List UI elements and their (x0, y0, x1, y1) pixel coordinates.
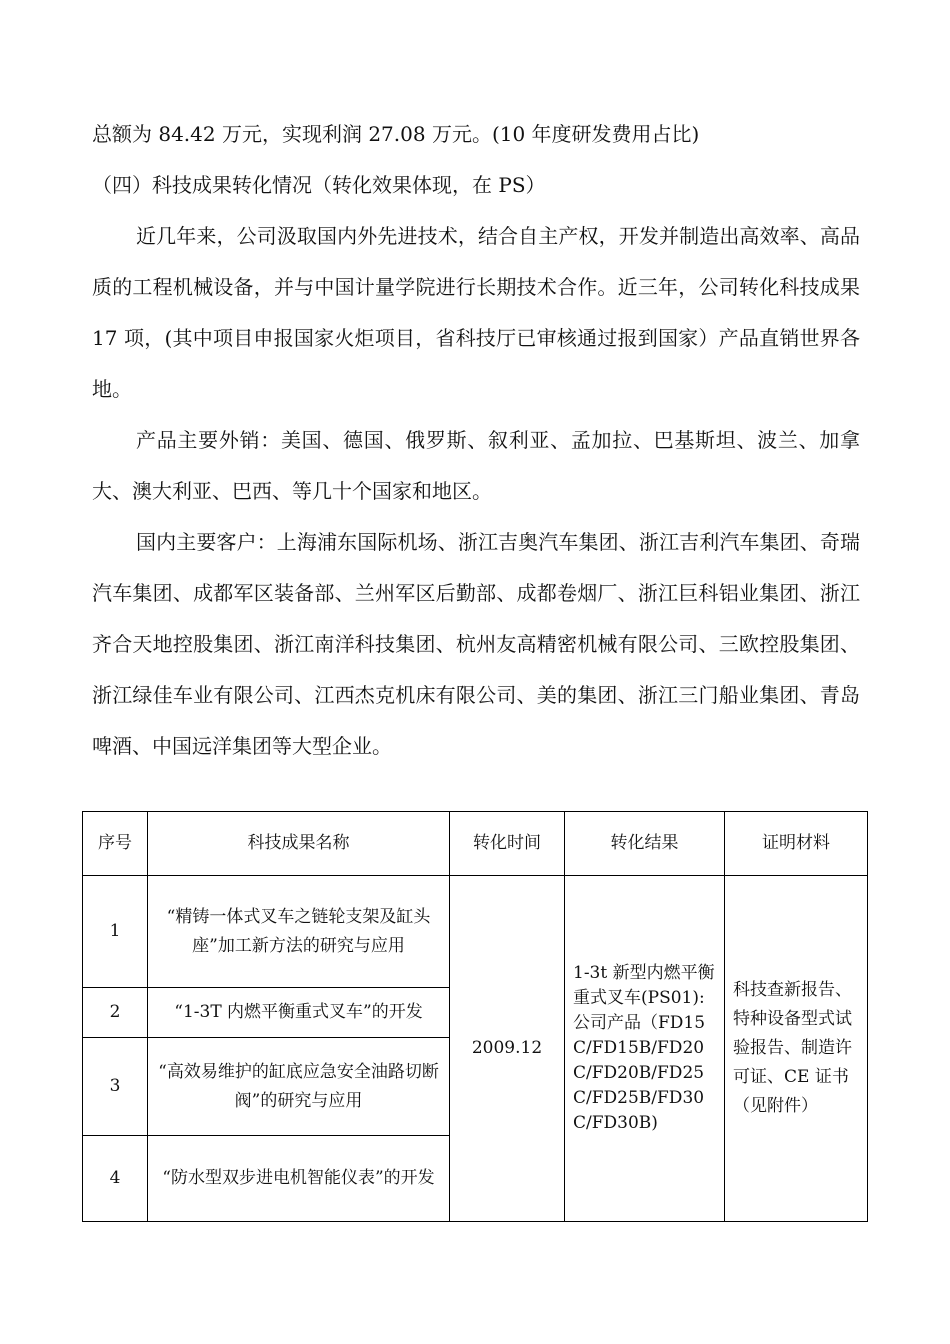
paragraph-export: 产品主要外销：美国、德国、俄罗斯、叙利亚、孟加拉、巴基斯坦、波兰、加拿大、澳大利亚、巴西、等几十个国家和地区。 (92, 428, 860, 503)
row-no: 1 (83, 876, 148, 988)
row-no: 4 (83, 1136, 148, 1222)
row-name: “高效易维护的缸底应急安全油路切断阀”的研究与应用 (148, 1038, 450, 1136)
proof-materials: 科技查新报告、特种设备型式试验报告、制造许可证、CE 证书（见附件） (725, 876, 868, 1222)
header-no: 序号 (83, 812, 148, 876)
row-name: “精铸一体式叉车之链轮支架及缸头座”加工新方法的研究与应用 (148, 876, 450, 988)
table-header-row (83, 812, 868, 876)
achievement-table (82, 811, 868, 1222)
paragraph-funding: 总额为 84.42 万元，实现利润 27.08 万元。(10 年度研发费用占比) (92, 122, 700, 146)
header-time: 转化时间 (450, 812, 565, 876)
table-row (83, 876, 868, 988)
section-heading: （四）科技成果转化情况（转化效果体现，在 PS） (92, 173, 546, 197)
conversion-result: 1-3t 新型内燃平衡重式叉车(PS01):公司产品（FD15C/FD15B/FD20C/FD20B/FD25C/FD25B/FD30C/FD30B) (565, 876, 725, 1222)
row-name: “1-3T 内燃平衡重式叉车”的开发 (148, 988, 450, 1038)
paragraph-intro: 近几年来，公司汲取国内外先进技术，结合自主产权，开发并制造出高效率、高品质的工程机械设备，并与中国计量学院进行长期技术合作。近三年，公司转化科技成果 17 项，(其中项目申报国家火炬项目，省科技厅已审核通过报到国家）产品直销世界各地。 (92, 224, 860, 401)
paragraph-customers: 国内主要客户：上海浦东国际机场、浙江吉奥汽车集团、浙江吉利汽车集团、奇瑞汽车集团、成都军区装备部、兰州军区后勤部、成都卷烟厂、浙江巨科铝业集团、浙江齐合天地控股集团、浙江南洋科技集团、杭州友高精密机械有限公司、三欧控股集团、浙江绿佳车业有限公司、江西杰克机床有限公司、美的集团、浙江三门船业集团、青岛啤酒、中国远洋集团等大型企业。 (92, 530, 860, 758)
row-no: 3 (83, 1038, 148, 1136)
header-name: 科技成果名称 (148, 812, 450, 876)
row-no: 2 (83, 988, 148, 1038)
header-result: 转化结果 (565, 812, 725, 876)
header-proof: 证明材料 (725, 812, 868, 876)
conversion-time: 2009.12 (450, 876, 565, 1222)
row-name: “防水型双步进电机智能仪表”的开发 (148, 1136, 450, 1222)
